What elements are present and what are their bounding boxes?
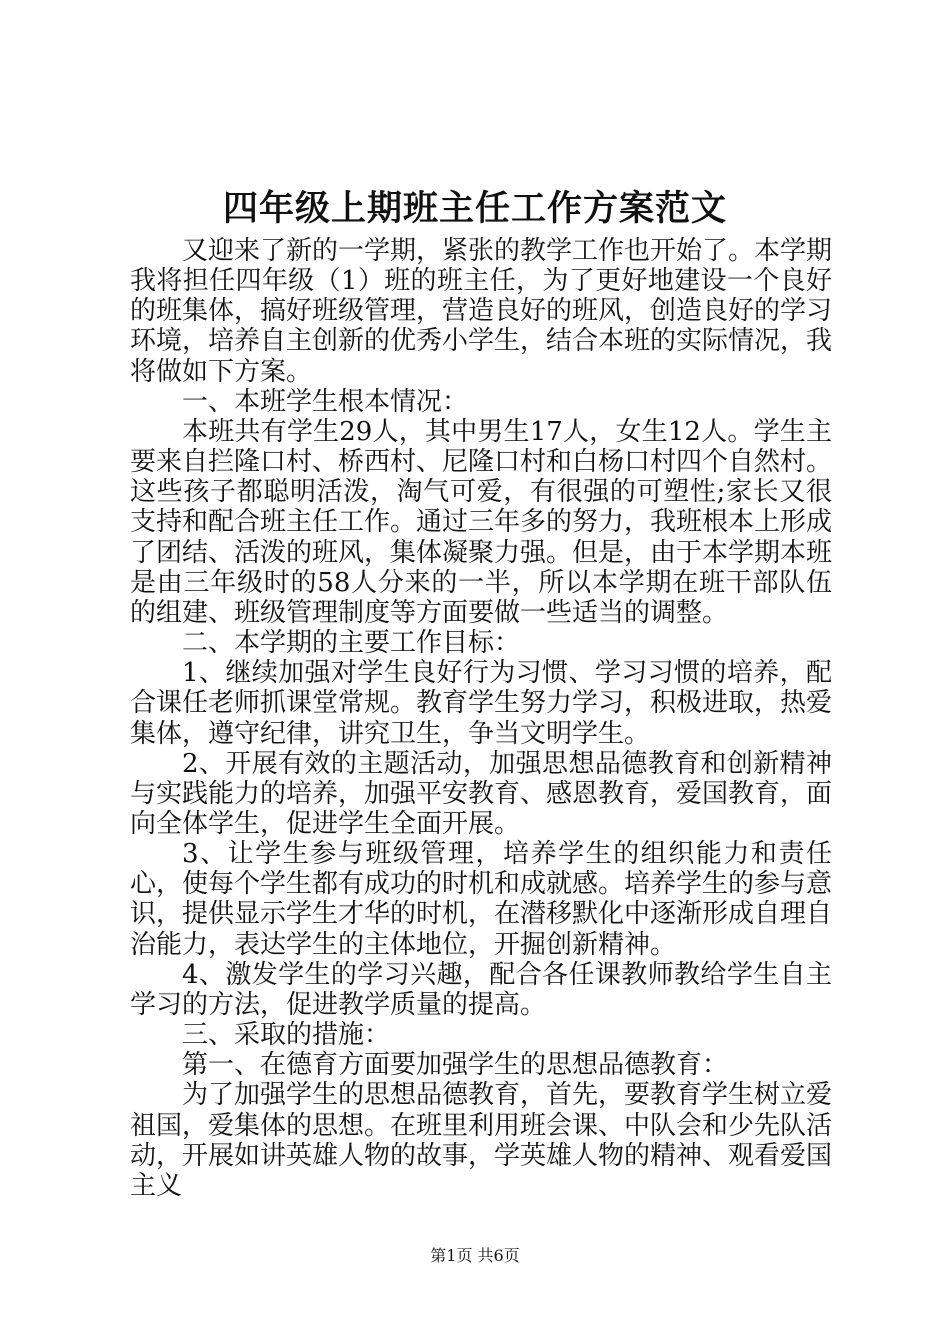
document-title: 四年级上期班主任工作方案范文 bbox=[222, 188, 727, 229]
page-number: 第1页 共6页 bbox=[430, 1246, 520, 1265]
heading-section-1: 一、本班学生根本情况： bbox=[182, 386, 469, 417]
paragraph-goal-1: 1、继续加强对学生良好行为习惯、学习习惯的培养，配合课任老师抓课堂常规。教育学生努力学习，积极进取，热爱集体，遵守纪律，讲究卫生，争当文明学生。 bbox=[130, 658, 833, 749]
heading-section-3: 三、采取的措施： bbox=[182, 1020, 391, 1051]
paragraph-goal-3: 3、让学生参与班级管理，培养学生的组织能力和责任心，使每个学生都有成功的时机和成就感。培养学生的参与意识，提供显示学生才华的时机，在潜移默化中逐渐形成自理自治能力，表达学生的主体地位，开掘创新精神。 bbox=[130, 839, 833, 960]
paragraph-moral-education: 为了加强学生的思想品德教育，首先，要教育学生树立爱祖国，爱集体的思想。在班里利用班会课、中队会和少先队活动，开展如讲英雄人物的故事，学英雄人物的精神、观看爱国主义 bbox=[130, 1080, 833, 1201]
document-body bbox=[130, 236, 832, 1201]
paragraph-intro: 又迎来了新的一学期，紧张的教学工作也开始了。本学期我将担任四年级（1）班的班主任，为了更好地建设一个良好的班集体，搞好班级管理，营造良好的班风，创造良好的学习环境，培养自主创新的优秀小学生，结合本班的实际情况，我将做如下方案。 bbox=[130, 236, 833, 387]
paragraph-goal-2: 2、开展有效的主题活动，加强思想品德教育和创新精神与实践能力的培养，加强平安教育、感恩教育，爱国教育，面向全体学生，促进学生全面开展。 bbox=[130, 748, 833, 839]
subheading-moral-education: 第一、在德育方面要加强学生的思想品德教育： bbox=[182, 1050, 729, 1081]
paragraph-class-situation: 本班共有学生29人，其中男生17人，女生12人。学生主要来自拦隆口村、桥西村、尼隆口村和白杨口村四个自然村。这些孩子都聪明活泼，淘气可爱，有很强的可塑性;家长又很支持和配合班主任工作。通过三年多的努力，我班根本上形成了团结、活泼的班风，集体凝聚力强。但是，由于本学期本班是由三年级时的58人分来的一半，所以本学期在班干部队伍的组建、班级管理制度等方面要做一些适当的调整。 bbox=[130, 416, 833, 628]
paragraph-goal-4: 4、激发学生的学习兴趣，配合各任课教师教给学生自主学习的方法，促进教学质量的提高。 bbox=[130, 959, 832, 1020]
heading-section-2: 二、本学期的主要工作目标： bbox=[182, 628, 521, 659]
